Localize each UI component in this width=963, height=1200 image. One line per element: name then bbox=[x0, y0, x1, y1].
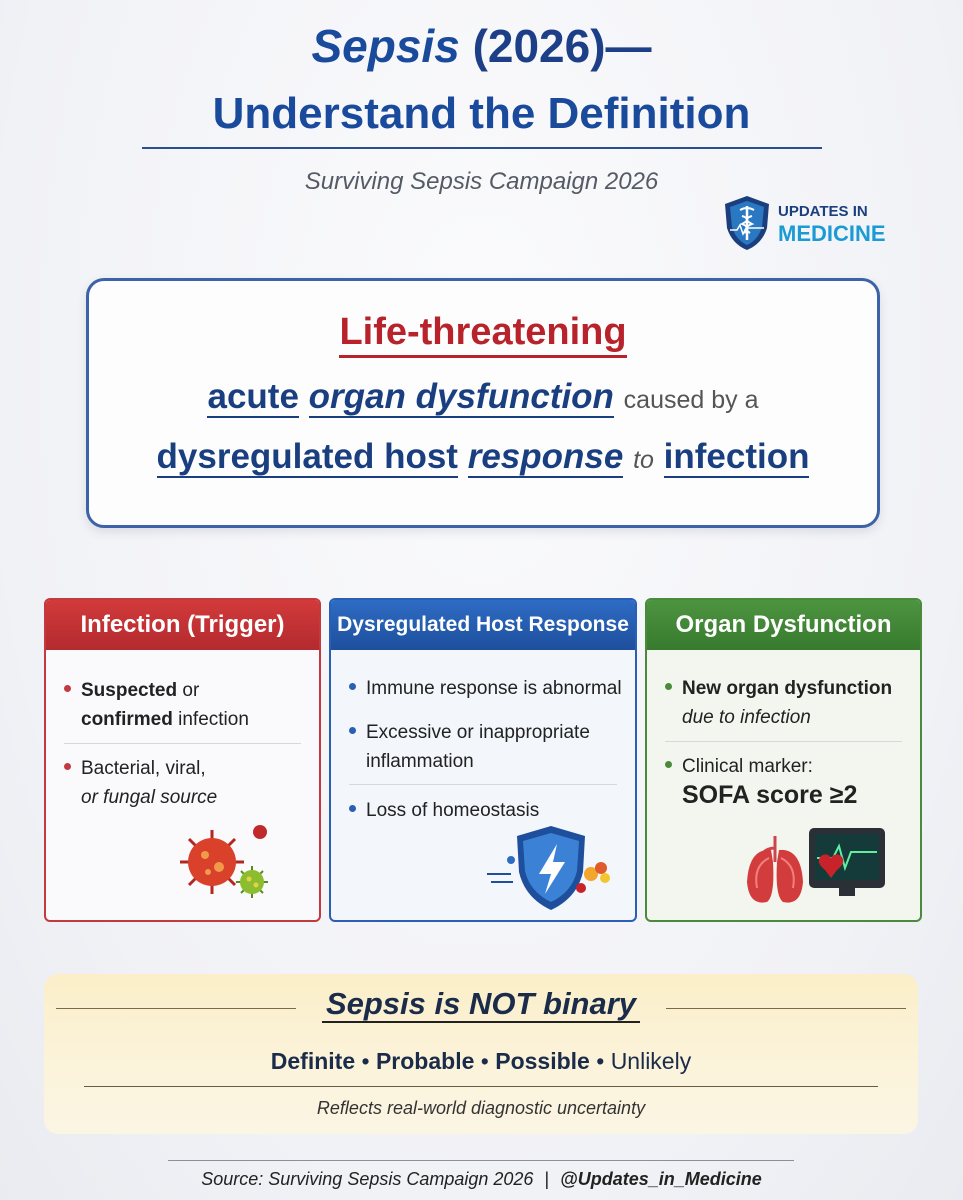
caduceus-shield-icon bbox=[722, 194, 772, 252]
not-binary-title bbox=[44, 986, 918, 1022]
or-text: or bbox=[182, 680, 200, 701]
page-title-line2: Understand the Definition bbox=[212, 89, 751, 138]
separator-dot: • bbox=[361, 1048, 370, 1074]
organ-dysfunction-card-header: Organ Dysfunction bbox=[647, 600, 920, 650]
life-threatening-text: Life-threatening bbox=[339, 311, 626, 358]
footer-divider bbox=[168, 1160, 794, 1161]
clinical-marker-text: Clinical marker: bbox=[682, 756, 813, 777]
host-item-1 bbox=[349, 674, 622, 703]
logo-text bbox=[778, 202, 886, 246]
sofa-score-text: SOFA score ≥2 bbox=[682, 781, 858, 809]
shield-lightning-icon bbox=[481, 822, 621, 914]
definition-line1 bbox=[89, 311, 877, 354]
definition-line3 bbox=[89, 437, 877, 477]
acute-text: acute bbox=[207, 377, 299, 416]
fungal-source-text: or fungal source bbox=[81, 787, 218, 808]
divider bbox=[84, 1086, 878, 1087]
definition-box bbox=[86, 278, 880, 528]
title-divider bbox=[142, 147, 822, 149]
excessive-text: Excessive or inappropriate bbox=[366, 722, 590, 743]
definition-line2 bbox=[89, 377, 877, 417]
diagnostic-levels bbox=[44, 1048, 918, 1075]
infection-text: infection bbox=[663, 437, 810, 476]
suspected-text: Suspected bbox=[81, 680, 178, 701]
lungs-monitor-icon bbox=[743, 822, 893, 912]
organ-item-1 bbox=[665, 674, 892, 732]
infection-card-header: Infection (Trigger) bbox=[46, 600, 319, 650]
not-binary-title-text: Sepsis is NOT binary bbox=[322, 986, 640, 1023]
title-dash: — bbox=[605, 20, 652, 72]
divider bbox=[349, 784, 617, 785]
title-word: Sepsis bbox=[311, 20, 460, 72]
infection-word: infection bbox=[740, 707, 811, 728]
level-probable: Probable bbox=[375, 1048, 475, 1074]
divider bbox=[64, 743, 301, 744]
bullet-icon bbox=[349, 683, 356, 690]
subtitle: Surviving Sepsis Campaign 2026 bbox=[304, 168, 659, 195]
bullet-icon bbox=[665, 683, 672, 690]
footer bbox=[0, 1169, 963, 1190]
homeostasis-text: Loss of homeostasis bbox=[366, 800, 540, 821]
host-item-2 bbox=[349, 718, 590, 776]
virus-icon bbox=[172, 822, 282, 904]
host-response-card-header: Dysregulated Host Response bbox=[331, 600, 635, 650]
bacterial-viral-text: Bacterial, viral, bbox=[81, 758, 206, 779]
confirmed-text: confirmed bbox=[81, 709, 173, 730]
infection-card bbox=[44, 598, 321, 922]
not-binary-panel bbox=[44, 974, 918, 1134]
source-label: Source: bbox=[201, 1169, 264, 1189]
level-possible: Possible bbox=[495, 1048, 590, 1074]
dysregulated-host-text: dysregulated host bbox=[156, 437, 458, 476]
inflammation-text: inflammation bbox=[366, 751, 474, 772]
bullet-icon bbox=[64, 763, 71, 770]
infection-word: infection bbox=[178, 709, 249, 730]
separator-dot: • bbox=[480, 1048, 489, 1074]
organ-dysfunction-text: organ dysfunction bbox=[308, 377, 614, 416]
title-year: (2026) bbox=[472, 20, 606, 72]
bullet-icon bbox=[665, 761, 672, 768]
bullet-icon bbox=[64, 685, 71, 692]
infection-item-1 bbox=[64, 676, 249, 734]
immune-abnormal-text: Immune response is abnormal bbox=[366, 678, 622, 699]
caused-by-text: caused by a bbox=[623, 386, 759, 414]
page-title bbox=[0, 14, 963, 78]
footer-separator: | bbox=[544, 1169, 550, 1189]
level-definite: Definite bbox=[270, 1048, 356, 1074]
level-unlikely: Unlikely bbox=[610, 1048, 692, 1074]
uncertainty-note: Reflects real-world diagnostic uncertainty bbox=[316, 1098, 646, 1118]
infection-item-2 bbox=[64, 754, 217, 812]
social-handle: @Updates_in_Medicine bbox=[560, 1169, 762, 1189]
logo-line2: MEDICINE bbox=[778, 221, 886, 246]
response-text: response bbox=[467, 437, 624, 476]
divider bbox=[665, 741, 902, 742]
source-text: Surviving Sepsis Campaign 2026 bbox=[268, 1169, 534, 1189]
separator-dot: • bbox=[596, 1048, 605, 1074]
host-response-card bbox=[329, 598, 637, 922]
to-text: to bbox=[633, 446, 654, 474]
new-organ-dysfunction-text: New organ dysfunction bbox=[682, 678, 893, 699]
due-to-text: due to bbox=[682, 707, 735, 728]
bullet-icon bbox=[349, 805, 356, 812]
organ-dysfunction-card bbox=[645, 598, 922, 922]
organ-item-2 bbox=[665, 752, 857, 812]
logo-line1: UPDATES IN bbox=[778, 203, 868, 220]
host-item-3 bbox=[349, 796, 539, 825]
bullet-icon bbox=[349, 727, 356, 734]
